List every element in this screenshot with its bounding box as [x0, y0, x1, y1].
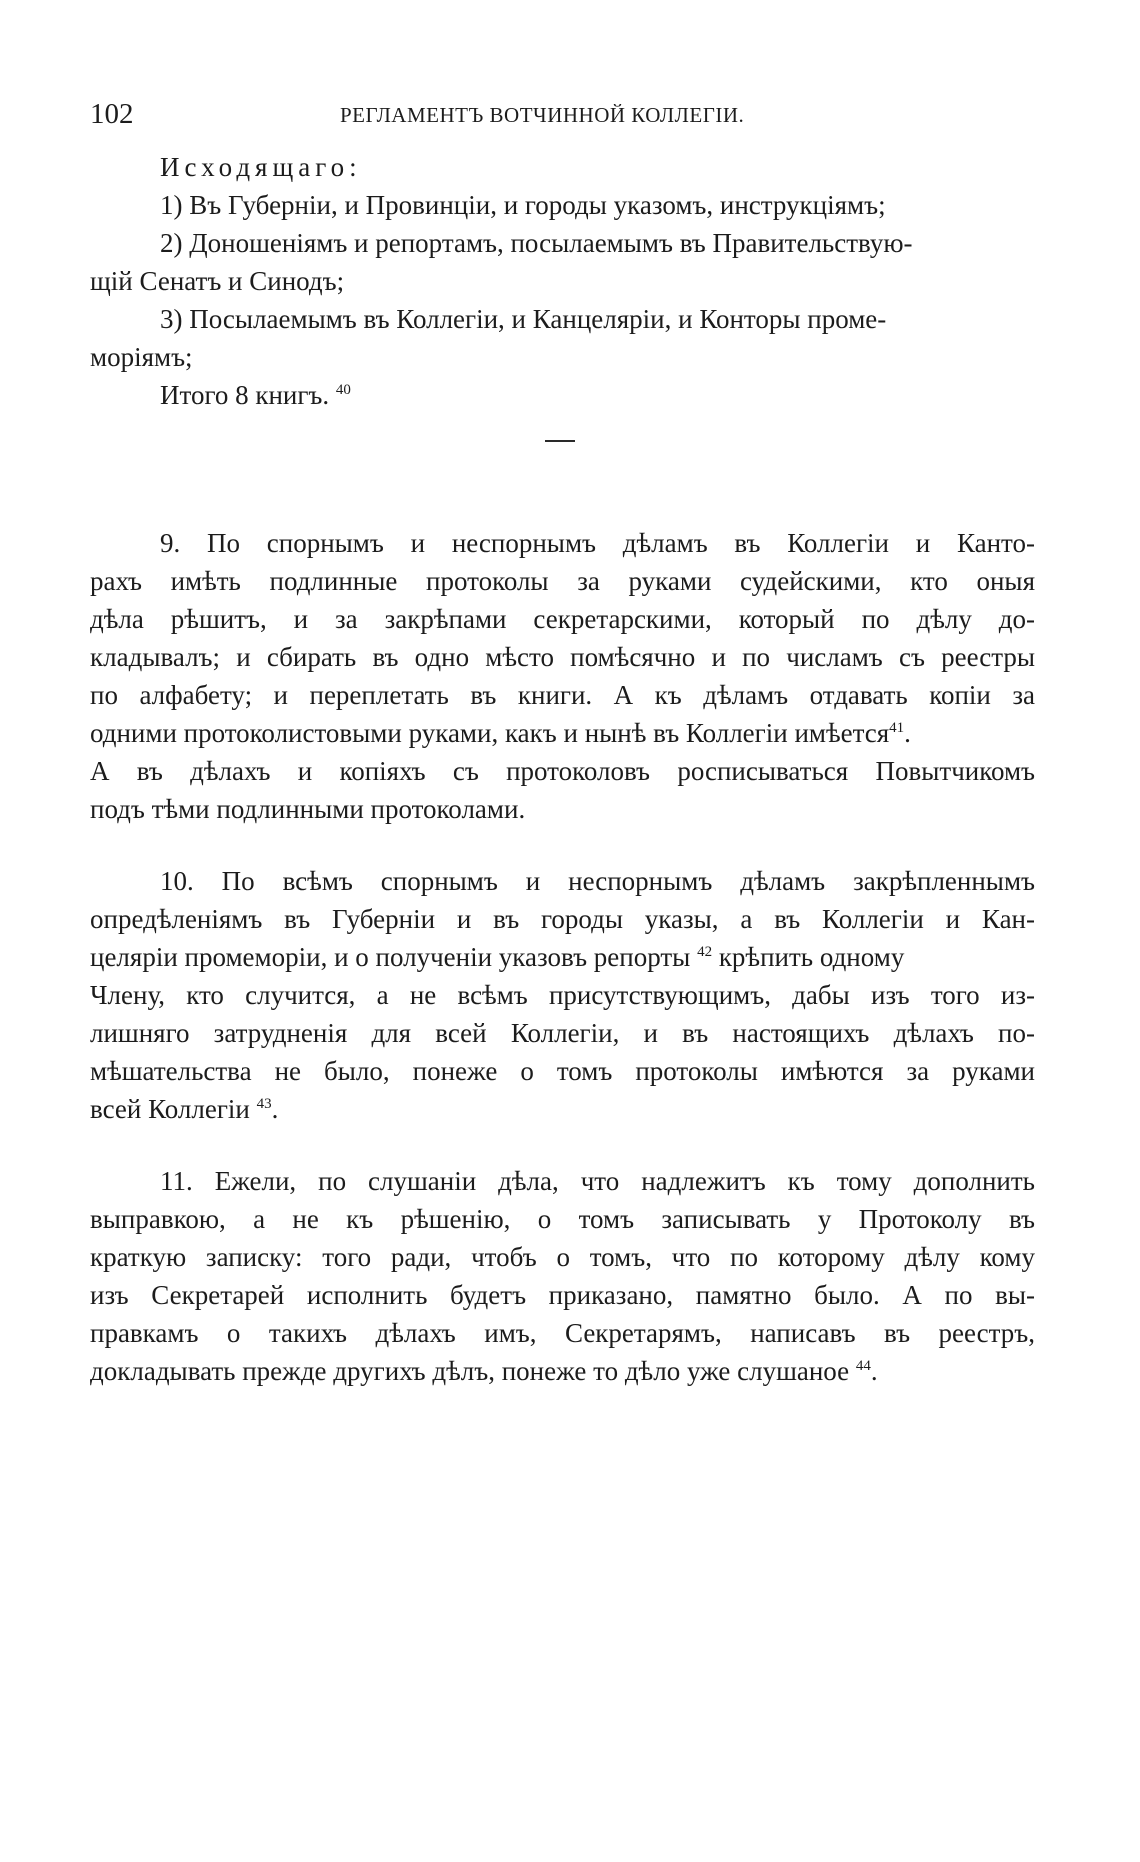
paragraph-line: рахъ имѣть подлинные протоколы за руками судейскими, кто оныя [90, 566, 1035, 596]
paragraph-line [90, 938, 1035, 976]
paragraph-line-text: докладывать прежде другихъ дѣлъ, понеже то дѣло уже слушаное [90, 1356, 850, 1386]
paragraph-line: 9. По спорнымъ и неспорнымъ дѣламъ въ Коллегіи и Канто- [160, 528, 1035, 558]
paragraph-line-text: всей Коллегіи [90, 1094, 250, 1124]
list-item-continuation: щій Сенатъ и Синодъ; [90, 266, 345, 296]
paragraph-line: мѣшательства не было, понеже о томъ протоколы имѣются за руками [90, 1056, 1035, 1086]
line-end-punct: . [271, 1094, 279, 1124]
footnote-ref: 41 [889, 720, 905, 736]
paragraph-line: подъ тѣми подлинными протоколами. [90, 794, 526, 824]
running-head [90, 94, 1040, 134]
section-divider [545, 440, 575, 442]
total-text: Итого 8 книгъ. [160, 380, 330, 410]
section-heading: Исходящаго: [160, 152, 362, 182]
list-item: 2) Доношеніямъ и репортамъ, посылаемымъ въ Правительствую- [160, 228, 913, 258]
paragraph-line [90, 1352, 1035, 1390]
footnote-ref: 42 [697, 944, 713, 960]
paragraph-line: по алфабету; и переплетать въ книги. А къ дѣламъ отдавать копіи за [90, 680, 1035, 710]
paragraph-line: кладывалъ; и сбирать въ одно мѣсто помѣсячно и по числамъ съ реестры [90, 642, 1035, 672]
paragraph-line: выправкою, а не къ рѣшенію, о томъ записывать у Протоколу въ [90, 1204, 1035, 1234]
paragraph-line: краткую записку: того ради, чтобъ о томъ, что по которому дѣлу кому [90, 1242, 1035, 1272]
paragraph-line: опредѣленіямъ въ Губерніи и въ городы указы, а въ Коллегіи и Кан- [90, 904, 1035, 934]
outgoing-section [90, 148, 1035, 414]
paragraph-line: 11. Ежели, по слушаніи дѣла, что надлежитъ къ тому дополнить [160, 1166, 1035, 1196]
paragraph-9 [90, 524, 1035, 828]
paragraph-line: правкамъ о такихъ дѣлахъ имъ, Секретарямъ, написавъ въ реестръ, [90, 1318, 1035, 1348]
line-end-punct: . [904, 718, 911, 748]
paragraph-line: лишняго затрудненія для всей Коллегіи, и въ настоящихъ дѣлахъ по- [90, 1018, 1035, 1048]
paragraph-line [90, 714, 1035, 752]
paragraph-line: изъ Секретарей исполнить будетъ приказано, памятно было. А по вы- [90, 1280, 1035, 1310]
list-item: 1) Въ Губерніи, и Провинціи, и городы указомъ, инструкціямъ; [160, 190, 886, 220]
paragraph-10 [90, 862, 1035, 1128]
paragraph-line: Члену, кто случится, а не всѣмъ присутствующимъ, дабы изъ того из- [90, 980, 1035, 1010]
footnote-ref: 44 [855, 1358, 871, 1374]
paragraph-line-text: целяріи промеморіи, и о полученіи указовъ репорты [90, 942, 691, 972]
paragraph-line-text: крѣпить одному [718, 942, 905, 972]
paragraph-line-text: одними протоколистовыми руками, какъ и нынѣ въ Коллегіи имѣется [90, 718, 890, 748]
footnote-ref: 40 [335, 382, 351, 398]
list-item-continuation: моріямъ; [90, 342, 193, 372]
total-line [90, 376, 1035, 414]
paragraph-11 [90, 1162, 1035, 1390]
list-item: 3) Посылаемымъ въ Коллегіи, и Канцеляріи, и Конторы проме- [160, 304, 887, 334]
page-number: 102 [90, 98, 134, 130]
line-end-punct: . [870, 1356, 878, 1386]
paragraph-line: дѣла рѣшитъ, и за закрѣпами секретарскими, который по дѣлу до- [90, 604, 1035, 634]
footnote-ref: 43 [256, 1096, 272, 1112]
paragraph-line: А въ дѣлахъ и копіяхъ съ протоколовъ росписываться Повытчикомъ [90, 756, 1035, 786]
running-title: РЕГЛАМЕНТЪ ВОТЧИННОЙ КОЛЛЕГІИ. [340, 103, 745, 127]
paragraph-line [90, 1090, 1035, 1128]
paragraph-line: 10. По всѣмъ спорнымъ и неспорнымъ дѣламъ закрѣпленнымъ [160, 866, 1035, 896]
